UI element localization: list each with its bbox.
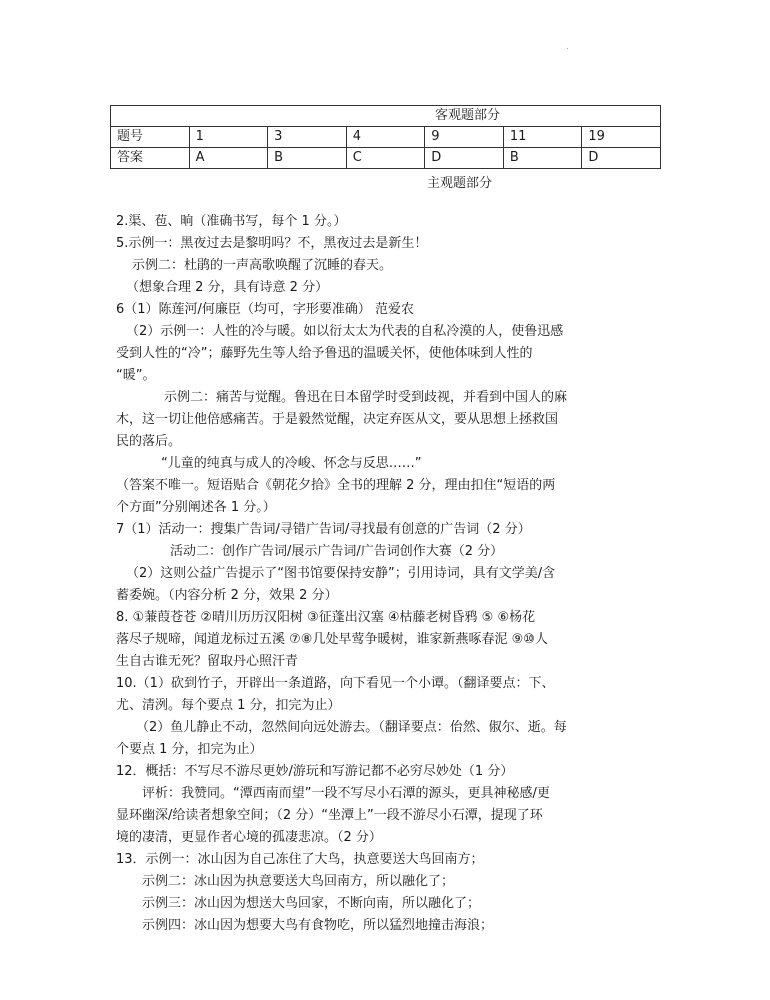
question-number-row <box>111 127 661 148</box>
answer-line: 10.（1）砍到竹子，开辟出一条道路，向下看见一个小谭。（翻译要点：下、 <box>116 676 555 691</box>
answer-line: 5.示例一：黑夜过去是黎明吗？不，黑夜过去是新生！ <box>116 236 428 251</box>
answer-text <box>116 211 662 937</box>
answer-line: 评析：我赞同。“潭西南而望”一段不写尽小石潭的源头，更具神秘感/更 <box>142 786 550 801</box>
answer-line: 8. ①蒹葭苍苍 ②晴川历历汉阳树 ③征蓬出汉塞 ④枯藤老树昏鸦 ⑤ ⑥杨花 <box>116 610 536 625</box>
answer-line: 个方面”分别阐述各 1 分。） <box>116 500 276 515</box>
answer-line: 蓄委婉。（内容分析 2 分，效果 2 分） <box>116 588 338 603</box>
answer-line: 民的落后。 <box>116 434 182 449</box>
table-cell: A <box>189 148 268 169</box>
answer-line: 生自古谁无死？留取丹心照汗青 <box>116 654 299 669</box>
answer-line: 示例二：痛苦与觉醒。鲁迅在日本留学时受到歧视，并看到中国人的麻 <box>164 390 568 405</box>
table-cell: 3 <box>268 127 347 148</box>
answer-line: （2）鱼儿静止不动，忽然间向远处游去。（翻译要点：佁然、俶尔、逝。每 <box>136 720 567 735</box>
answer-line: （2）示例一：人性的冷与暖。如以衍太太为代表的自私冷漠的人，使鲁迅感 <box>126 324 564 339</box>
answer-line: 示例三：冰山因为想送大鸟回家，不断向南，所以融化了； <box>142 896 481 911</box>
answer-line: 显环幽深/给读者想象空间；（2 分）“坐潭上”一段不游尽小石潭，提现了环 <box>116 808 543 823</box>
table-cell: D <box>582 148 661 169</box>
table-cell: B <box>268 148 347 169</box>
table-cell: 19 <box>582 127 661 148</box>
answer-line: 尤、清洌。每个要点 1 分，扣完为止） <box>116 698 341 713</box>
answer-line: 活动二：创作广告词/展示广告词/广告词创作大赛（2 分） <box>170 544 504 559</box>
objective-answer-table <box>110 105 661 169</box>
table-cell: 1 <box>189 127 268 148</box>
answer-line: 个要点 1 分，扣完为止） <box>116 742 263 757</box>
table-cell: D <box>425 148 504 169</box>
answer-line: 境的凄清，更显作者心境的孤凄悲凉。（2 分） <box>116 830 382 845</box>
table-cell: 题号 <box>111 127 190 148</box>
subjective-section-title: 主观题部分 <box>427 176 493 191</box>
answer-line: 示例四：冰山因为想要大鸟有食物吃，所以猛烈地撞击海浪； <box>142 918 494 933</box>
answer-line: “暖”。 <box>116 368 156 383</box>
answer-line: “儿童的纯真与成人的冷峻、怀念与反思……” <box>161 456 422 471</box>
table-cell: 9 <box>425 127 504 148</box>
answer-line: （想象合理 2 分，具有诗意 2 分） <box>126 280 329 295</box>
answer-line: 示例二：杜鹃的一声高歌唤醒了沉睡的春天。 <box>132 258 393 273</box>
table-cell: C <box>346 148 425 169</box>
table-cell: 4 <box>346 127 425 148</box>
answer-line: 落尽子规啼，闻道龙标过五溪 ⑦⑧几处早莺争暖树，谁家新燕啄春泥 ⑨⑩人 <box>116 632 548 647</box>
answer-line: 13．示例一：冰山因为自己冻住了大鸟，执意要送大鸟回南方； <box>116 852 484 867</box>
corner-mark: . <box>566 42 569 52</box>
objective-section-title: 客观题部分 <box>111 106 661 127</box>
answer-line: （答案不唯一。短语贴合《朝花夕拾》全书的理解 2 分，理由扣住“短语的两 <box>116 478 556 493</box>
answer-line: 受到人性的“冷”；藤野先生等人给予鲁迅的温暖关怀，使他体味到人性的 <box>116 346 533 361</box>
answer-line: 2.渠、苞、晌（准确书写，每个 1 分。） <box>116 214 347 229</box>
answer-line: 7（1）活动一：搜集广告词/寻错广告词/寻找最有创意的广告词（2 分） <box>116 522 531 537</box>
answer-line: 木，这一切让他倍感痛苦。于是毅然觉醒，决定弃医从文，要从思想上拯救国 <box>116 412 559 427</box>
answer-line: 12．概括：不写尽不游尽更妙/游玩和写游记都不必穷尽妙处（1 分） <box>116 764 514 779</box>
table-cell: B <box>503 148 582 169</box>
table-title-row <box>111 106 661 127</box>
table-cell: 答案 <box>111 148 190 169</box>
answer-line: （2）这则公益广告提示了“图书馆要保持安静”；引用诗词，具有文学美/含 <box>126 566 556 581</box>
answer-line: 示例二：冰山因为执意要送大鸟回南方，所以融化了； <box>142 874 455 889</box>
answer-row <box>111 148 661 169</box>
answer-line: 6（1）陈莲河/何廉臣（均可，字形要准确） 范爱农 <box>116 302 415 317</box>
table-cell: 11 <box>503 127 582 148</box>
